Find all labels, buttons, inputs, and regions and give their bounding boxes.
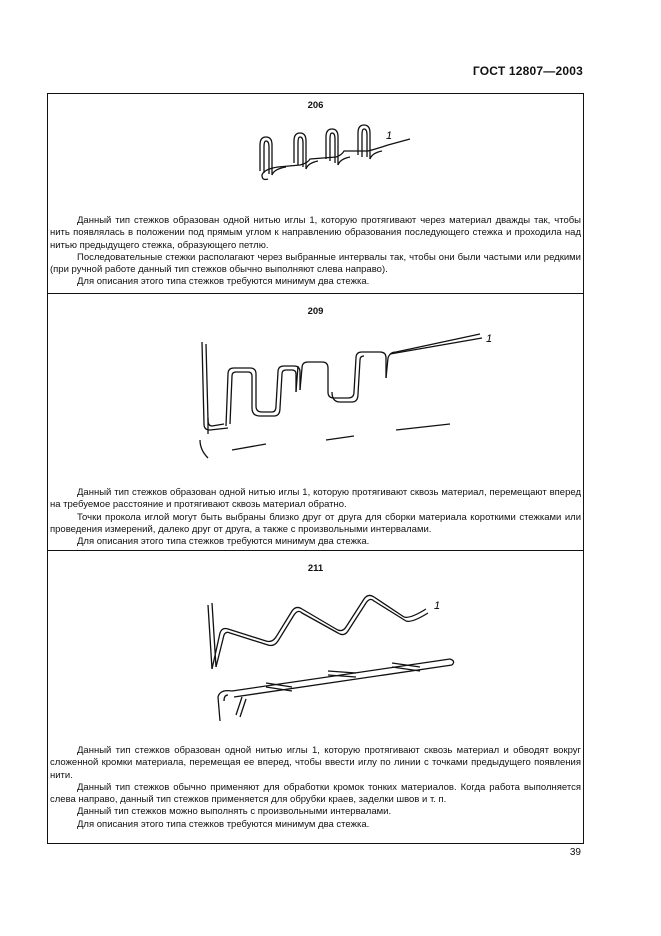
stitch-number: 206 <box>307 100 324 111</box>
stitch-209-diagram <box>180 332 493 462</box>
section-206-text <box>50 215 581 289</box>
thread-label: 1 <box>386 130 393 142</box>
paragraph: Данный тип стежков можно выполнять с произвольными интервалами. <box>77 806 392 818</box>
paragraph: Данный тип стежков образован одной нитью иглы 1, которую протягивают через материал дважды так, чтобы нить появлялась в положении под прямым углом к направлению образования последующего стежка и проходила над нитью предыдущего стежка, образующего петлю. <box>50 215 581 251</box>
section-209 <box>48 293 583 551</box>
stitch-table <box>47 93 584 844</box>
paragraph: Для описания этого типа стежков требуются минимум два стежка. <box>77 818 370 830</box>
paragraph: Для описания этого типа стежков требуются минимум два стежка. <box>77 276 370 288</box>
section-211-text <box>50 745 581 831</box>
stitch-number: 211 <box>307 563 324 574</box>
document-header: ГОСТ 12807—2003 <box>472 64 583 78</box>
section-211 <box>48 550 583 844</box>
stitch-211-diagram <box>180 589 460 719</box>
paragraph: Данный тип стежков образован одной нитью иглы 1, которую протягивают сквозь материал и обводят вокруг сложенной кромки материала, перемещая ее вперед, чтобы ввести иглу по линии с точками предыдущего появления нити. <box>50 745 581 781</box>
section-206 <box>48 94 583 293</box>
section-209-text <box>50 487 581 548</box>
thread-label: 1 <box>486 333 493 345</box>
paragraph: Для описания этого типа стежков требуются минимум два стежка. <box>77 536 370 548</box>
stitch-206-diagram <box>238 119 398 199</box>
paragraph: Данный тип стежков обычно применяют для обработки кромок тонких материалов. Когда работа выполняется слева направо, данный тип стежков применяется для обрубки краев, заделки швов и т. п. <box>50 781 581 806</box>
page-number: 39 <box>569 847 581 858</box>
paragraph: Данный тип стежков образован одной нитью иглы 1, которую протягивают сквозь материал, перемещают вперед на требуемое расстояние и протягивают сквозь материал обратно. <box>50 487 581 511</box>
paragraph: Последовательные стежки располагают через выбранные интервалы так, чтобы они были частыми или редкими (при ручной работе данный тип стежков обычно выполняют слева направо). <box>50 251 581 276</box>
thread-label: 1 <box>434 600 441 612</box>
stitch-number: 209 <box>307 306 324 317</box>
paragraph: Точки прокола иглой могут быть выбраны близко друг от друга для сборки материала короткими стежками или проведения измерений, далеко друг от друга, а также с произвольными интервалами. <box>50 511 581 535</box>
